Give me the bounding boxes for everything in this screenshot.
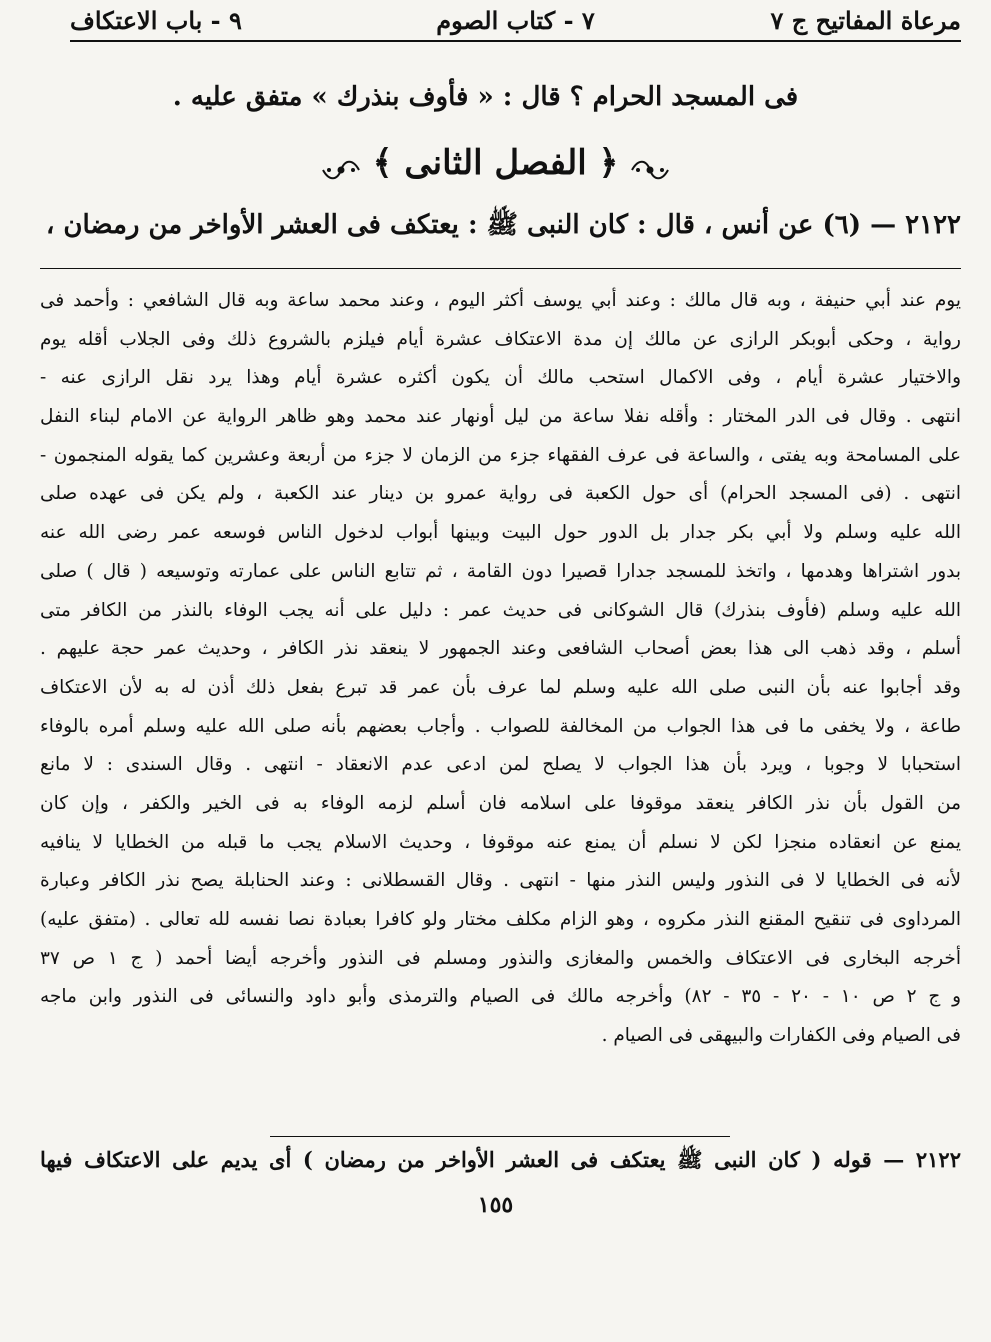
commentary-line: بدور اشتراها وهدمها ، واتخذ للمسجد جدارا قصيرا دون القامة ، ثم تتابع الناس على عمارته وتوسيعه ( قال ) صلى (40, 560, 961, 582)
commentary-line: وقد أجابوا عنه بأن النبى صلى الله عليه وسلم لما عرف بأن عمر قد تبرع بفعل ذلك أذن له به لأن الاعتكاف (40, 676, 961, 698)
footnote-divider (270, 1136, 730, 1137)
header-section: ٩ - باب الاعتكاف (70, 6, 242, 35)
commentary-line: فى الصيام وفى الكفارات والبيهقى فى الصيام . (601, 1025, 961, 1047)
commentary-line: انتهى . (فى المسجد الحرام) أى حول الكعبة فى رواية عمرو بن دينار عند الكعبة ، ولم يكن فى عهده صلى (40, 483, 961, 505)
divider (40, 268, 961, 269)
footnote: ٢١٢٢ — قوله ( كان النبى ﷺ يعتكف فى العشر الأواخر من رمضان ) أى يديم على الاعتكاف فيها (40, 1147, 961, 1172)
ornament-right-icon (630, 152, 670, 178)
running-header (70, 4, 961, 42)
commentary-line: أسلم ، وقد ذهب الى هذا بعض أصحاب الشافعى وعند الجمهور لا ينعقد نذر الكافر ، وحديث عمر حجة عليهم . (40, 638, 961, 660)
hadith-text: ٢١٢٢ — (٦) عن أنس ، قال : كان النبى ﷺ : يعتكف فى العشر الأواخر من رمضان ، (45, 210, 961, 240)
commentary-line: الله عليه وسلم ولا أبي بكر جدار بل الدور حول البيت وبينها أبواب لدخول الناس فوسعه عمر رضى الله عنه (40, 522, 961, 544)
section-heading (0, 142, 991, 183)
commentary-line: لأنه فى الخطايا لا فى النذور وليس النذر منها - انتهى . وقال القسطلانى : وعند الحنابلة يصح نذر الكافر وعبارة (40, 870, 961, 892)
commentary-line: استحبابا لا وجوبا ، ويرد بأن هذا الجواب لا يصلح لمن ادعى عدم الانعقاد - انتهى . وقال السندى : لا مانع (40, 754, 961, 776)
header-book-title: مرعاة المفاتيح ج ٧ (770, 6, 961, 35)
commentary-line: يمنع عن انعقاده منجزا لكن لا نسلم أن يمنع عنه موقوفا ، وحديث الاسلام يجب ما قبله من الخطايا لا ينافيه (40, 831, 961, 853)
commentary (40, 282, 961, 1056)
commentary-line: و ج ٢ ص ١٠ - ٢٠ - ٣٥ - ٨٢) وأخرجه مالك فى الصيام والترمذى وأبو داود والنسائى فى النذور وابن ماجه (40, 986, 961, 1008)
continuation-line: فى المسجد الحرام ؟ قال : « فأوف بنذرك » متفق عليه . (172, 82, 799, 112)
commentary-line: والاختيار عشرة أيام ، وفى الاكمال استحب مالك أن يكون أكثره عشرة أيام وهذا يرد نقل الرازى عنه - (40, 367, 961, 389)
commentary-line: على المسامحة وبه يفتى ، والساعة فى عرف الفقهاء جزء من الزمان لا جزء من أربعة وعشرين كما يقوله المنجمون - (40, 444, 961, 466)
commentary-line: رواية ، وحكى أبوبكر الرازى عن مالك إن مدة الاعتكاف عشرة أيام فيلزم بالشروع ذلك وفى الجلاب أقله يوم (40, 328, 961, 350)
section-title: ﴿ الفصل الثانى ﴾ (372, 143, 619, 183)
page-number: ١٥٥ (477, 1192, 514, 1218)
commentary-line: يوم عند أبي حنيفة ، وبه قال مالك : وعند أبي يوسف أكثر اليوم ، وعند محمد ساعة وبه قال الشافعي : وأحمد فى (40, 290, 961, 311)
ornament-left-icon (321, 152, 361, 178)
commentary-line: أخرجه البخارى فى الاعتكاف والخمس والمغازى والنذور ومسلم فى النذور وأخرجه أيضا أحمد ( ج ١ ص ٣٧ (40, 947, 961, 969)
commentary-line: انتهى . وقال فى الدر المختار : وأقله نفلا ساعة من ليل أونهار عند محمد وهو ظاهر الرواية عن الامام لبناء النفل (40, 406, 961, 428)
commentary-line: الله عليه وسلم (فأوف بنذرك) قال الشوكانى فى حديث عمر : دليل على أنه يجب الوفاء بالنذر من الكافر متى (40, 599, 961, 621)
commentary-line: طاعة ، ولا يخفى ما فى هذا الجواب من المخالفة للصواب . وأجاب بعضهم بأنه صلى الله عليه وسلم أمره بالوفاء (40, 715, 961, 737)
commentary-line: من القول بأن نذر الكافر ينعقد موقوفا على اسلامه فان أسلم لزمه الوفاء به فى الخير والكفر ، وإن كان (40, 792, 961, 814)
header-chapter: ٧ - كتاب الصوم (436, 6, 595, 35)
commentary-line: المرداوى فى تنقيح المقنع النذر مكروه ، وهو الزام مكلف مختار ولو كافرا بعبادة نصا نفسه لله تعالى . (متفق عليه) (40, 909, 961, 930)
